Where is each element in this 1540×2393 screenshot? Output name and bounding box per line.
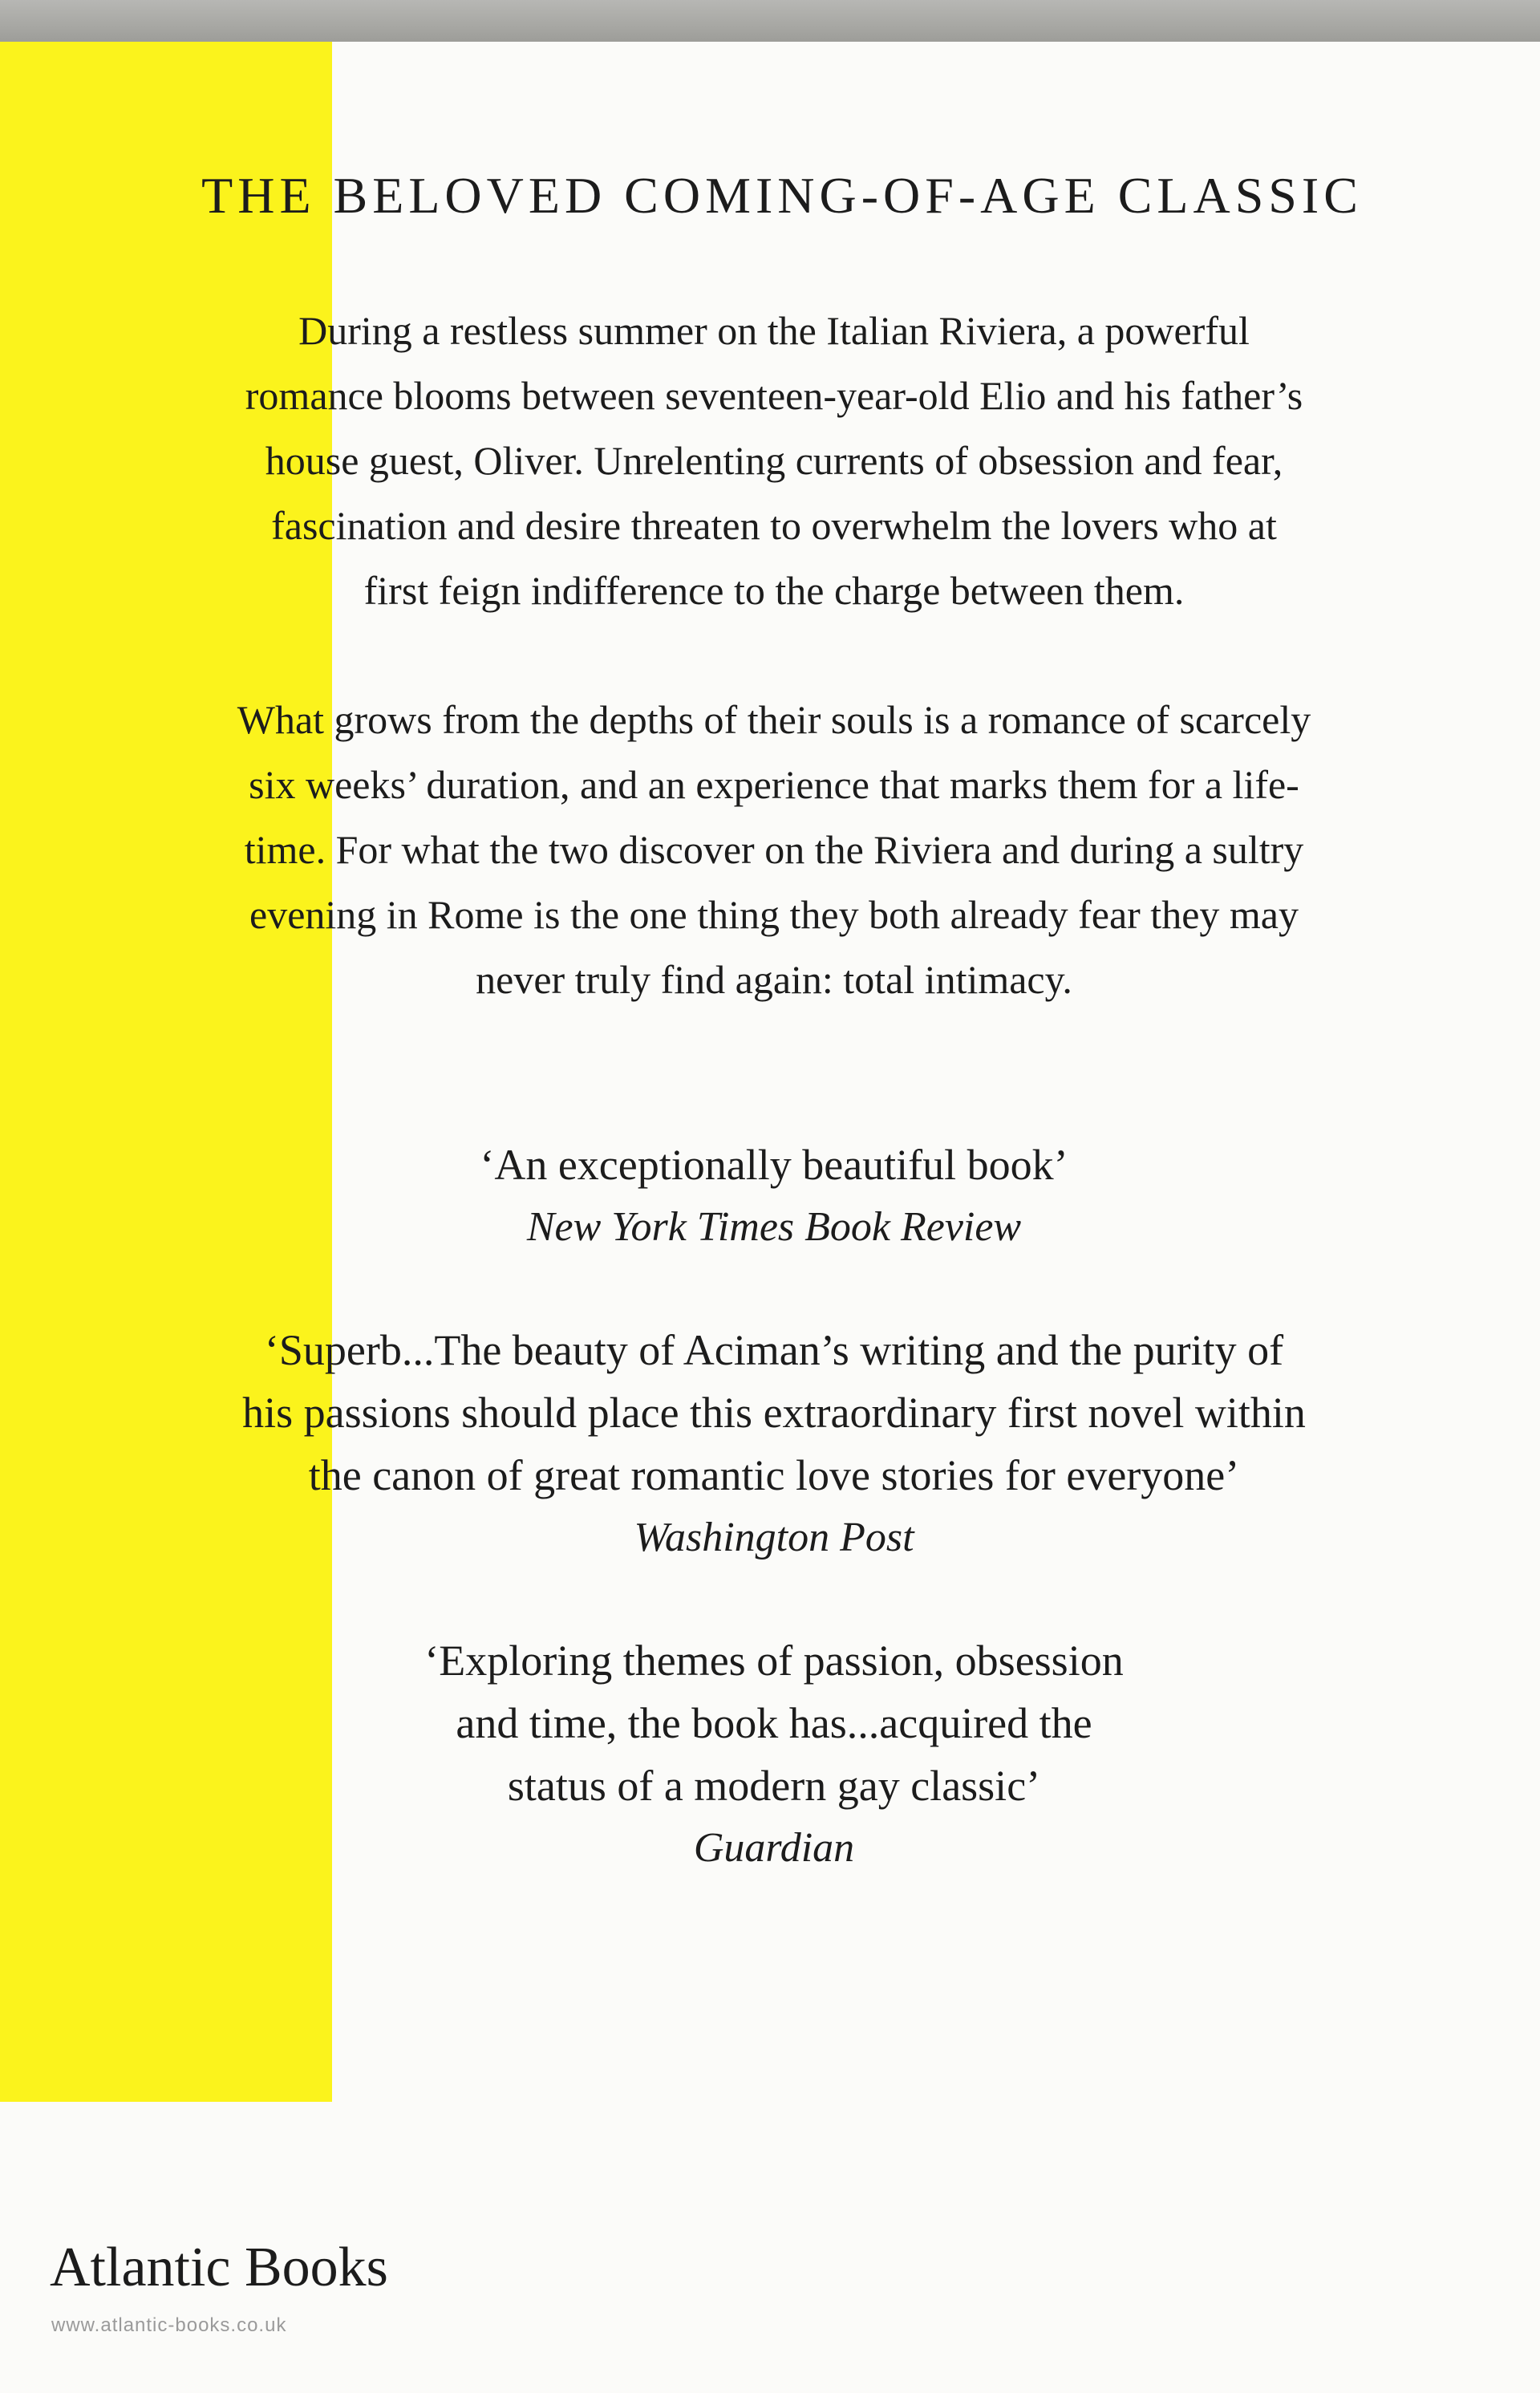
quote-source: Guardian <box>693 1825 855 1871</box>
quote-source: New York Times Book Review <box>526 1204 1022 1250</box>
quote-text: ‘An exceptionally beautiful book’ <box>480 1141 1068 1189</box>
cover-headline: THE BELOVED COMING-OF-AGE CLASSIC <box>201 167 1363 224</box>
quote-text: ‘Exploring themes of passion, obsession and time, the book has...acquired the status of a modern gay classic’ <box>424 1637 1124 1810</box>
publisher-name: Atlantic Books <box>50 2237 388 2298</box>
blurb-paragraph-1: During a restless summer on the Italian Riviera, a powerful romance blooms between seventeen-year-old Elio and his father’s house guest, Oliver. Unrelenting currents of obsession and fear, fascination and desire threaten to overwhelm the lovers who at first feign indifference to the charge between them. <box>245 308 1303 613</box>
quote-source: Washington Post <box>634 1515 914 1560</box>
review-quote-3 <box>136 1567 1412 1942</box>
publisher-website: www.atlantic-books.co.uk <box>51 2314 287 2336</box>
blurb-paragraph-2: What grows from the depths of their souls is a romance of scarcely six weeks’ duration, and an experience that marks them for a life- time. For what the two discover on the Riviera and during a sultry evening in Rome is the one thing they both already fear they may never truly find again: total intimacy. <box>237 697 1311 1002</box>
quote-text: ‘Superb...The beauty of Aciman’s writing and the purity of his passions should place this extraordinary first novel within the canon of great romantic love stories for everyone’ <box>242 1326 1306 1499</box>
